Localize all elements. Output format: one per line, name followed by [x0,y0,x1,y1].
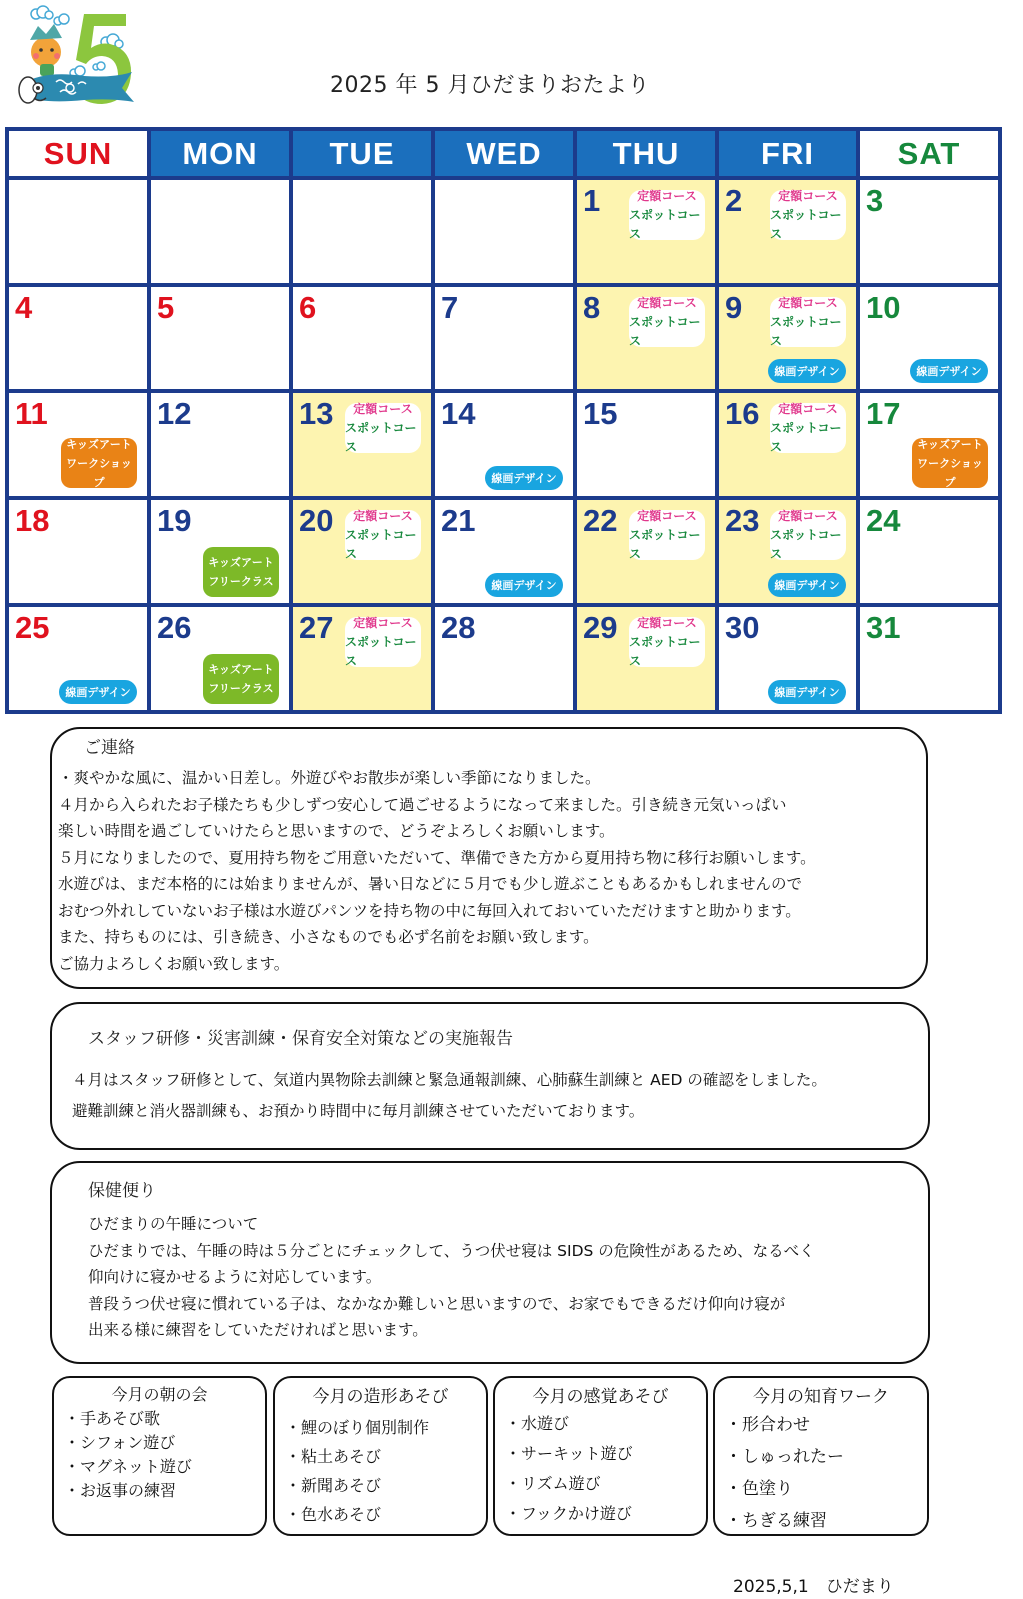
day-number: 29 [583,610,618,645]
text-line: ひだまりでは、午睡の時は５分ごとにチェックして、うつ伏せ寝は SIDS の危険性があるため、なるべく [88,1241,815,1260]
day-number: 6 [299,290,317,325]
calendar-day-cell[interactable] [715,603,860,714]
spot-course-label: スポットコース [770,207,842,241]
may-koinobori-logo [14,4,139,122]
activity-item: ・鯉のぼり個別制作 [285,1418,430,1437]
day-number: 28 [441,610,476,645]
activity-list [715,1409,927,1537]
day-number: 25 [15,610,50,645]
calendar-day-cell[interactable] [715,283,860,393]
day-number: 21 [441,503,476,538]
calendar-day-cell[interactable] [856,176,1002,287]
spot-course-label: スポットコース [629,634,701,668]
fixed-course-label: 定額コース [637,295,697,310]
day-number: 10 [866,290,901,325]
text-line: 水遊びは、まだ本格的には始まりませんが、暑い日などに５月でも少し遊ぶこともあるかもしれませんので [58,875,803,893]
calendar-day-cell[interactable] [856,603,1002,714]
tag-line: フリークラス [208,575,274,588]
course-badge [629,190,705,240]
activity-box-title: 今月の知育ワーク [753,1387,889,1407]
calendar-day-cell[interactable] [715,496,860,607]
fixed-course-label: 定額コース [778,295,838,310]
day-number: 12 [157,396,192,431]
day-number: 20 [299,503,334,538]
staff-report-title: スタッフ研修・災害訓練・保育安全対策などの実施報告 [88,1029,513,1049]
tag-line: キッズアート [66,437,132,451]
activity-item: ・フックかけ遊び [505,1504,632,1523]
activity-box-title: 今月の造形あそび [312,1387,449,1407]
activity-item: ・水遊び [505,1414,570,1433]
text-line: ５月になりましたので、夏用持ち物をご用意いただいて、準備できた方から夏用持ち物に移行お願いします。 [58,848,816,867]
line-drawing-design-tag: 線画デザイン [910,359,988,383]
day-number: 16 [725,396,760,431]
weekday-header-sat: SAT [856,127,1002,180]
text-line: ４月はスタッフ研修として、気道内異物除去訓練と緊急通報訓練、心肺蘇生訓練と AED の確認をしました。 [72,1071,827,1089]
weekday-header-tue: TUE [289,127,435,180]
weekday-header-mon: MON [147,127,293,180]
spot-course-label: スポットコース [629,527,701,561]
activity-box [52,1376,267,1536]
course-badge [629,297,705,347]
day-number: 31 [866,610,901,645]
health-title: 保健便り [88,1181,156,1201]
calendar-day-cell[interactable] [431,389,577,500]
fixed-course-label: 定額コース [778,508,838,523]
calendar-day-cell[interactable] [715,176,860,287]
weekday-header-thu: THU [573,127,719,180]
course-badge [629,510,705,560]
spot-course-label: スポットコース [345,527,417,561]
activity-item: ・しゅっれたー [725,1447,844,1467]
kids-art-free-class-tag [203,654,279,704]
activity-box-title: 今月の感覚あそび [532,1387,669,1407]
day-number: 2 [725,183,743,218]
day-number: 23 [725,503,760,538]
calendar-day-cell[interactable] [289,603,435,714]
tag-line: フリークラス [208,682,274,695]
text-line: 出来る様に練習をしていただければと思います。 [88,1321,428,1339]
day-number: 18 [15,503,50,538]
calendar-day-cell[interactable] [147,496,293,607]
fixed-course-label: 定額コース [353,401,413,416]
calendar-day-cell[interactable] [431,496,577,607]
text-line: おむつ外れしていないお子様は水遊びパンツを持ち物の中に毎回入れておいていただけますと助かります。 [58,901,801,920]
activity-item: ・粘土あそび [285,1447,382,1466]
day-number: 8 [583,290,601,325]
notice-box [50,727,928,989]
calendar-day-cell[interactable] [147,176,293,287]
line-drawing-design-tag: 線画デザイン [485,466,563,490]
weekday-header-fri: FRI [715,127,860,180]
tag-line: キッズアート [208,556,274,569]
course-badge [770,510,846,560]
day-number: 13 [299,396,334,431]
activity-box-title: 今月の朝の会 [111,1385,208,1404]
calendar-day-cell[interactable] [573,176,719,287]
course-badge [345,617,421,667]
weekday-header-sun: SUN [5,127,151,180]
activity-item: ・サーキット遊び [505,1444,633,1463]
spot-course-label: スポットコース [770,527,842,561]
tag-line: キッズアート [917,437,983,451]
footer-signature: 2025,5,1 ひだまり [733,1577,894,1597]
health-box [50,1161,930,1364]
spot-course-label: スポットコース [770,314,842,348]
day-number: 26 [157,610,192,645]
spot-course-label: スポットコース [770,420,842,454]
day-number: 24 [866,503,901,538]
text-line: 避難訓練と消火器訓練も、お預かり時間中に毎月訓練させていただいております。 [72,1102,645,1120]
day-number: 9 [725,290,743,325]
text-line: 楽しい時間を過ごしていけたらと思いますので、どうぞよろしくお願いします。 [58,822,615,840]
line-drawing-design-tag: 線画デザイン [768,573,846,597]
day-number: 30 [725,610,760,645]
text-line: また、持ちものには、引き続き、小さなものでも必ず名前をお願い致します。 [58,928,599,946]
course-badge [770,297,846,347]
calendar-day-cell[interactable] [147,389,293,500]
day-number: 14 [441,396,476,431]
fixed-course-label: 定額コース [637,615,697,630]
calendar-day-cell[interactable] [5,496,151,607]
fixed-course-label: 定額コース [778,401,838,416]
fixed-course-label: 定額コース [778,188,838,203]
spot-course-label: スポットコース [629,207,701,241]
day-number: 1 [583,183,601,218]
text-line: ４月から入られたお子様たちも少しずつ安心して過ごせるようになって来ました。引き続き元気いっぱい [58,795,787,814]
text-line: ご協力よろしくお願い致します。 [58,954,290,973]
calendar-day-cell[interactable] [289,496,435,607]
health-text [88,1211,815,1344]
notice-title: ご連絡 [84,738,135,758]
calendar-day-cell[interactable] [856,389,1002,500]
calendar-day-cell[interactable] [431,603,577,714]
day-number: 11 [15,396,48,431]
activity-item: ・新聞あそび [285,1476,382,1495]
calendar-day-cell[interactable] [856,283,1002,393]
activity-list [54,1407,265,1503]
calendar-day-cell[interactable] [5,389,151,500]
notice-text [58,765,816,977]
activity-item: ・色塗り [725,1479,793,1499]
text-line: ・爽やかな風に、温かい日差し。外遊びやお散歩が楽しい季節になりました。 [58,769,601,787]
spot-course-label: スポットコース [629,314,701,348]
tag-line: ワークショップ [66,456,132,489]
calendar-day-cell[interactable] [147,603,293,714]
calendar-day-cell[interactable] [289,283,435,393]
activity-list [275,1413,486,1529]
day-number: 7 [441,290,459,325]
calendar-day-cell[interactable] [147,283,293,393]
day-number: 5 [157,290,175,325]
kids-art-free-class-tag [203,547,279,597]
tag-line: ワークショップ [917,456,983,489]
monthly-calendar [5,127,998,715]
tag-line: キッズアート [208,663,274,676]
course-badge [770,190,846,240]
kids-art-workshop-tag [912,438,988,488]
fixed-course-label: 定額コース [353,615,413,630]
text-line: ひだまりの午睡について [88,1215,259,1233]
calendar-day-cell[interactable] [573,496,719,607]
activity-item: ・お返事の練習 [64,1481,177,1500]
staff-report-text [72,1065,827,1127]
calendar-day-cell[interactable] [715,389,860,500]
day-number: 17 [866,396,901,431]
fixed-course-label: 定額コース [353,508,413,523]
course-badge [770,403,846,453]
activity-item: ・色水あそび [285,1505,382,1524]
spot-course-label: スポットコース [345,634,417,668]
calendar-day-cell[interactable] [5,176,151,287]
activity-item: ・手あそび歌 [64,1409,161,1428]
line-drawing-design-tag: 線画デザイン [59,680,137,704]
day-number: 15 [583,396,618,431]
calendar-day-cell[interactable] [5,283,151,393]
kids-art-workshop-tag [61,438,137,488]
calendar-day-cell[interactable] [573,389,719,500]
course-badge [345,510,421,560]
day-number: 22 [583,503,618,538]
activity-item: ・形合わせ [725,1415,810,1435]
activity-item: ・シフォン遊び [64,1433,176,1452]
course-badge [629,617,705,667]
text-line: 普段うつ伏せ寝に慣れている子は、なかなか難しいと思いますので、お家でもできるだけ仰向け寝が [88,1294,786,1313]
activity-item: ・マグネット遊び [64,1457,192,1476]
fixed-course-label: 定額コース [637,508,697,523]
fixed-course-label: 定額コース [637,188,697,203]
calendar-day-cell[interactable] [431,176,577,287]
staff-report-box [50,1002,930,1150]
day-number: 19 [157,503,192,538]
calendar-day-cell[interactable] [431,283,577,393]
activity-box [273,1376,488,1536]
calendar-day-cell[interactable] [856,496,1002,607]
activity-box [713,1376,929,1536]
calendar-day-cell[interactable] [573,603,719,714]
page-title: 2025 年 5 月ひだまりおたより [330,73,650,98]
line-drawing-design-tag: 線画デザイン [768,359,846,383]
activity-list [495,1409,706,1529]
calendar-day-cell[interactable] [289,176,435,287]
day-number: 3 [866,183,884,218]
course-badge [345,403,421,453]
activity-box [493,1376,708,1536]
text-line: 仰向けに寝かせるように対応しています。 [88,1268,382,1286]
activity-item: ・リズム遊び [505,1474,601,1493]
calendar-day-cell[interactable] [5,603,151,714]
line-drawing-design-tag: 線画デザイン [768,680,846,704]
spot-course-label: スポットコース [345,420,417,454]
day-number: 4 [15,290,33,325]
weekday-header-wed: WED [431,127,577,180]
line-drawing-design-tag: 線画デザイン [485,573,563,597]
calendar-day-cell[interactable] [289,389,435,500]
day-number: 27 [299,610,334,645]
activity-item: ・ちぎる練習 [725,1511,827,1531]
calendar-day-cell[interactable] [573,283,719,393]
